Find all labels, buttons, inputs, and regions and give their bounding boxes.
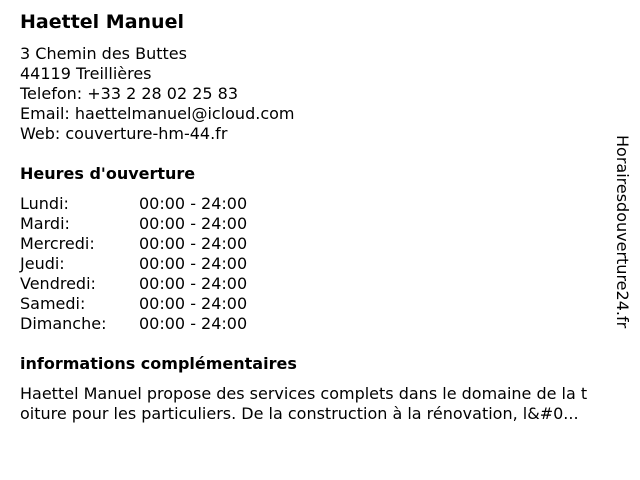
day-label: Dimanche: (20, 314, 107, 333)
hours-value: 00:00 - 24:00 (139, 294, 248, 313)
opening-hours-table (20, 194, 280, 334)
website: Web: couverture-hm-44.fr (20, 124, 228, 143)
day-label: Mercredi: (20, 234, 95, 253)
day-label: Mardi: (20, 214, 70, 233)
site-watermark: Horairesdouverture24.fr (613, 135, 632, 329)
description-line: oiture pour les particuliers. De la construction à la rénovation, l&#0... (20, 404, 579, 423)
postal-city: 44119 Treillières (20, 64, 152, 83)
hours-row-wednesday (20, 234, 280, 254)
additional-info-heading: informations complémentaires (20, 354, 297, 373)
description-line: Haettel Manuel propose des services complets dans le domaine de la t (20, 384, 588, 403)
hours-value: 00:00 - 24:00 (139, 214, 248, 233)
hours-value: 00:00 - 24:00 (139, 314, 248, 333)
hours-row-sunday (20, 314, 280, 334)
day-label: Samedi: (20, 294, 86, 313)
email-address: Email: haettelmanuel@icloud.com (20, 104, 295, 123)
hours-value: 00:00 - 24:00 (139, 234, 248, 253)
business-name: Haettel Manuel (20, 11, 184, 33)
hours-row-friday (20, 274, 280, 294)
business-description (20, 384, 632, 424)
street-address: 3 Chemin des Buttes (20, 44, 187, 63)
hours-row-tuesday (20, 214, 280, 234)
hours-value: 00:00 - 24:00 (139, 254, 248, 273)
day-label: Lundi: (20, 194, 69, 213)
day-label: Jeudi: (20, 254, 65, 273)
hours-row-saturday (20, 294, 280, 314)
hours-row-thursday (20, 254, 280, 274)
phone-number: Telefon: +33 2 28 02 25 83 (20, 84, 239, 103)
opening-hours-heading: Heures d'ouverture (20, 164, 196, 183)
hours-value: 00:00 - 24:00 (139, 274, 248, 293)
day-label: Vendredi: (20, 274, 96, 293)
contact-details (20, 44, 294, 144)
hours-value: 00:00 - 24:00 (139, 194, 248, 213)
hours-row-monday (20, 194, 280, 214)
